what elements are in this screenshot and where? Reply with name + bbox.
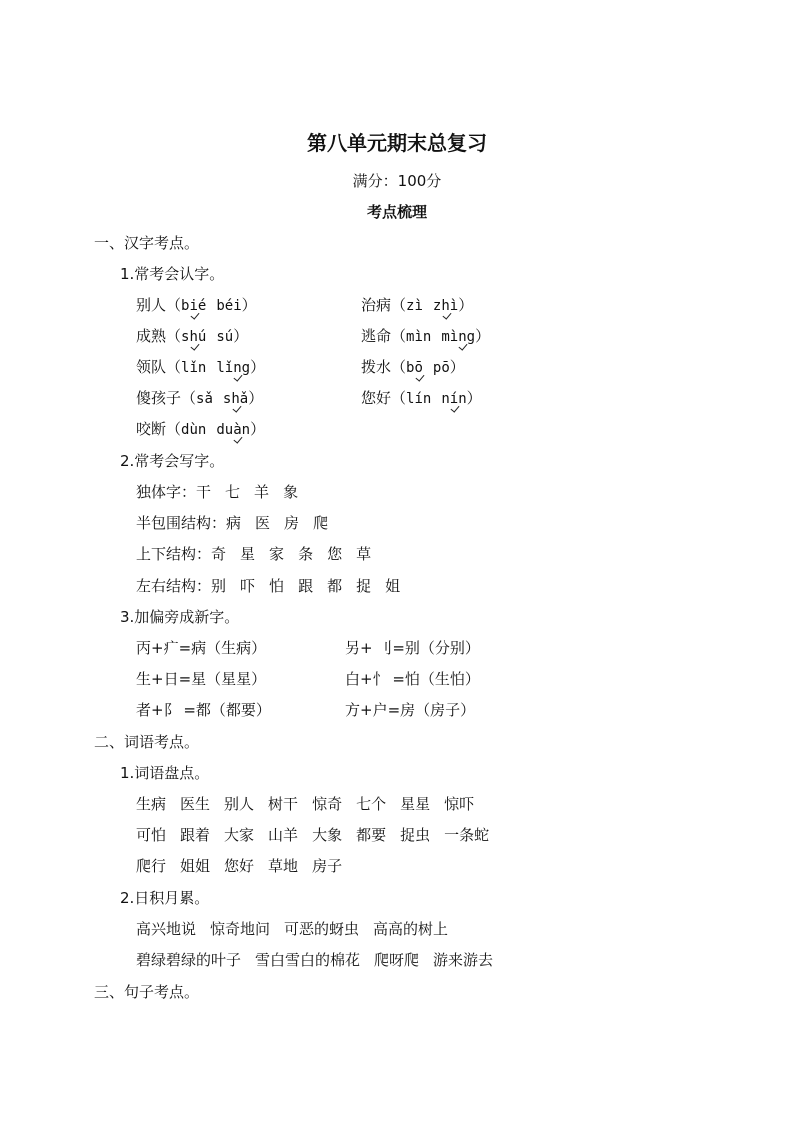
page-title: 第八单元期末总复习 xyxy=(307,131,487,155)
full-score: 满分：100分 xyxy=(352,172,442,190)
radical-item: 方+户=房（房子） xyxy=(345,701,476,719)
heading-write: 2.常考会写字。 xyxy=(120,452,225,470)
daily-row: 高兴地说 惊奇地问 可恶的蚜虫 高高的树上 xyxy=(136,920,449,938)
heading-characters: 一、汉字考点。 xyxy=(94,234,200,252)
heading-word-list: 1.词语盘点。 xyxy=(120,764,210,782)
radical-item: 另+ 刂=别（分别） xyxy=(345,639,480,657)
daily-row: 碧绿碧绿的叶子 雪白雪白的棉花 爬呀爬 游来游去 xyxy=(136,951,494,969)
write-row: 左右结构：别 吓 怕 跟 都 捉 姐 xyxy=(136,577,401,595)
radical-item: 生+日=星（星星） xyxy=(136,670,267,688)
heading-sentences: 三、句子考点。 xyxy=(94,983,200,1001)
recognize-item: 拨水（bō pō） xyxy=(361,357,465,378)
vocab-row: 可怕 跟着 大家 山羊 大象 都要 捉虫 一条蛇 xyxy=(136,826,490,844)
recognize-item: 别人（bi é béi） xyxy=(136,295,257,316)
heading-recognize: 1.常考会认字。 xyxy=(120,265,225,283)
write-row: 半包围结构：病 医 房 爬 xyxy=(136,514,329,532)
heading-daily: 2.日积月累。 xyxy=(120,889,210,907)
write-row: 上下结构：奇 星 家 条 您 草 xyxy=(136,545,372,563)
recognize-item: 逃命（mìn mìn g） xyxy=(361,326,490,347)
heading-radicals: 3.加偏旁成新字。 xyxy=(120,608,240,626)
section-subtitle: 考点梳理 xyxy=(366,203,427,221)
recognize-item: 傻孩子（sǎ sh ǎ） xyxy=(136,388,263,409)
radical-item: 白+忄 =怕（生怕） xyxy=(345,670,480,688)
heading-vocabulary: 二、词语考点。 xyxy=(94,733,200,751)
recognize-item: 您好（lín ní n） xyxy=(361,388,482,409)
vocab-row: 爬行 姐姐 您好 草地 房子 xyxy=(136,857,343,875)
recognize-item: 领队（lǐn lǐn g） xyxy=(136,357,265,378)
recognize-item: 成熟（sh ú sú） xyxy=(136,326,248,347)
radical-item: 丙+疒=病（生病） xyxy=(136,639,267,657)
recognize-item: 治病（zì zh ì） xyxy=(361,295,473,316)
vocab-row: 生病 医生 别人 树干 惊奇 七个 星星 惊吓 xyxy=(136,795,475,813)
radical-item: 者+阝 =都（都要） xyxy=(136,701,271,719)
write-row: 独体字：干 七 羊 象 xyxy=(136,483,299,501)
recognize-item: 咬断（dùn duà n） xyxy=(136,419,265,440)
